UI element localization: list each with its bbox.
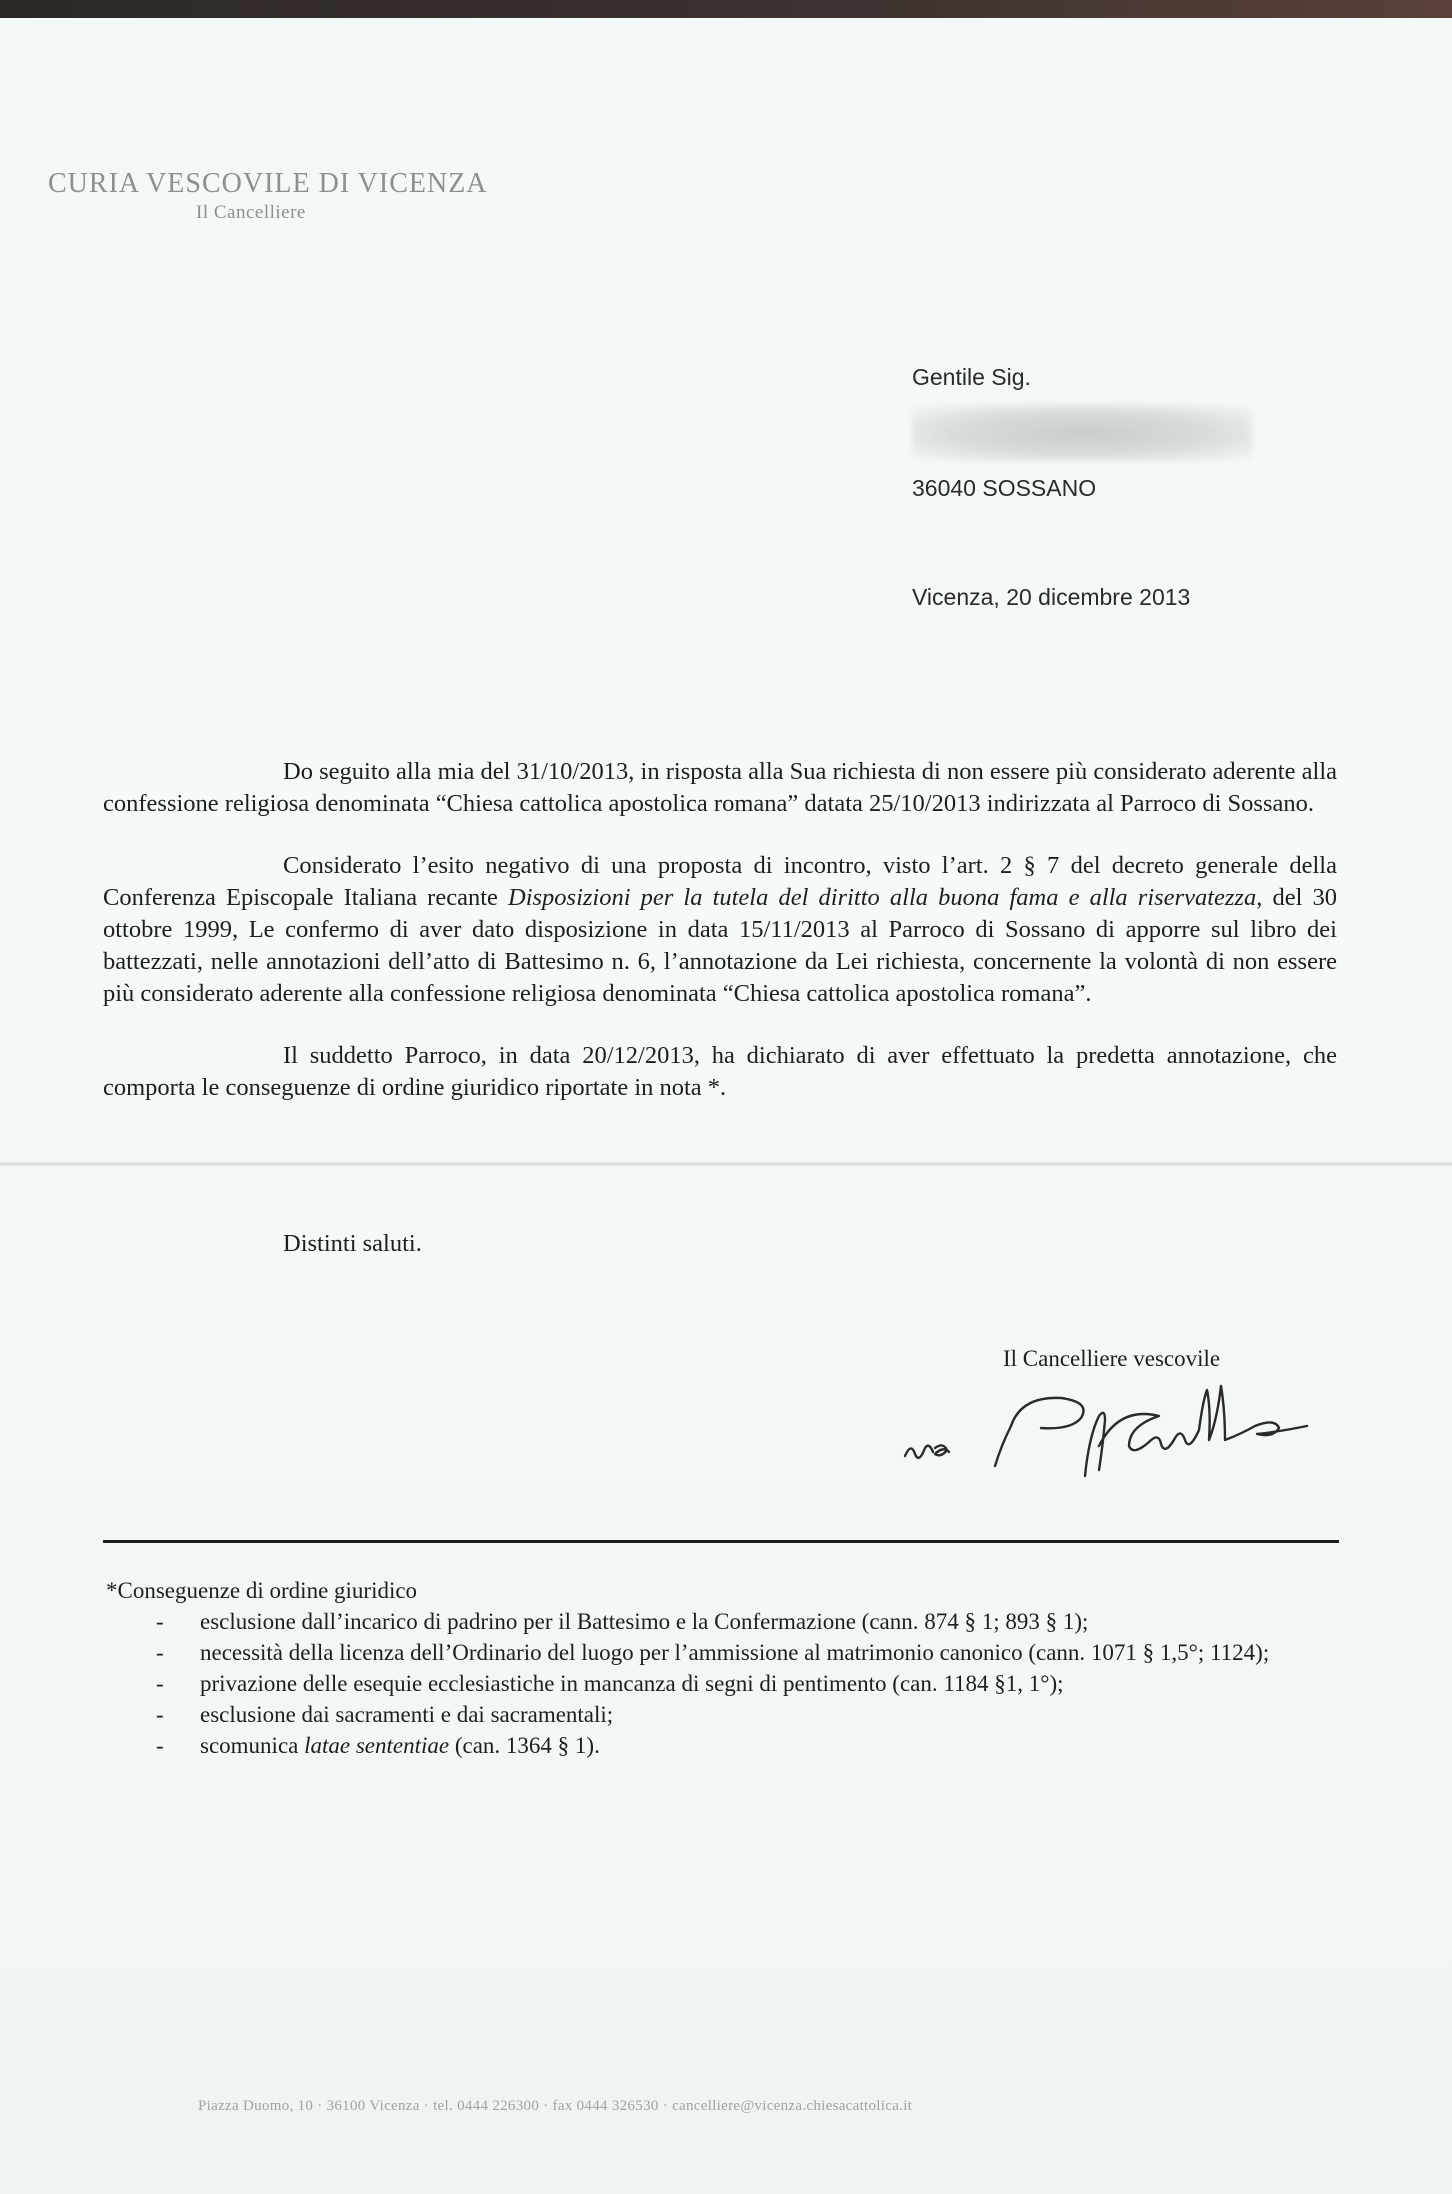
- letterhead-title: CURIA VESCOVILE DI VICENZA: [48, 168, 488, 199]
- footnote-heading: *Conseguenze di ordine giuridico: [106, 1578, 418, 1603]
- closing: Distinti saluti.: [283, 1230, 422, 1257]
- list-item: [106, 1730, 1336, 1761]
- list-item: - necessità della licenza dell’Ordinario del luogo per l’ammissione al matrimonio canonico (cann. 1071 § 1,5°; 1124);: [106, 1637, 1336, 1668]
- paragraph-2-part-a: Considerato l’esito negativo di una proposta di incontro, visto l’art. 2 § 7 del decreto generale della Conferenza Episcopale Italiana recante: [103, 852, 1337, 911]
- list-item-italic: latae sententiae: [304, 1733, 450, 1758]
- paper-fold: [0, 1161, 1452, 1167]
- list-item: - esclusione dall’incarico di padrino per il Battesimo e la Confermazione (cann. 874 § 1; 893 § 1);: [106, 1606, 1336, 1637]
- list-item-part-b: (can. 1364 § 1).: [449, 1733, 600, 1758]
- redacted-name: [912, 405, 1252, 461]
- recipient-address: [912, 364, 1252, 502]
- footnote-divider: [103, 1540, 1339, 1543]
- recipient-city: 36040 SOSSANO: [912, 475, 1097, 501]
- list-item: - esclusione dai sacramenti e dai sacramentali;: [106, 1699, 1336, 1730]
- list-item-part-a: scomunica: [200, 1733, 305, 1758]
- paragraph-2-italic-title: Disposizioni per la tutela del diritto alla buona fama e alla riservatezza: [508, 884, 1257, 911]
- paragraph-2-part-b: , del 30 ottobre 1999, Le confermo di aver dato disposizione in data 15/11/2013 al Parroco di Sossano di apporre sul libro dei battezzati, nelle annotazioni dell’atto di Battesimo n. 6, l’annotazione da Lei richiesta, concernente la volontà di non essere più considerato aderente alla confessione religiosa denominata “Chiesa cattolica apostolica romana”.: [103, 884, 1337, 1007]
- paragraph-3: Il suddetto Parroco, in data 20/12/2013, ha dichiarato di aver effettuato la predetta annotazione, che comporta le conseguenze di ordine giuridico riportate in nota *.: [103, 1042, 1337, 1101]
- letterhead: [48, 168, 488, 224]
- letter-body: [103, 756, 1337, 1134]
- handwritten-signature: [895, 1356, 1435, 1486]
- letter-page: [0, 18, 1452, 2194]
- list-item: - privazione delle esequie ecclesiastiche in mancanza di segni di pentimento (can. 1184 §1, 1°);: [106, 1668, 1336, 1699]
- signature-title: Il Cancelliere vescovile: [1003, 1346, 1221, 1371]
- letter-date: Vicenza, 20 dicembre 2013: [912, 584, 1191, 610]
- footnote-list: [106, 1606, 1336, 1761]
- paragraph-1: Do seguito alla mia del 31/10/2013, in risposta alla Sua richiesta di non essere più considerato aderente alla confessione religiosa denominata “Chiesa cattolica apostolica romana” datata 25/10/2013 indirizzata al Parroco di Sossano.: [103, 758, 1337, 817]
- letterhead-subtitle: Il Cancelliere: [196, 202, 306, 223]
- recipient-salutation: Gentile Sig.: [912, 364, 1031, 390]
- letterhead-footer: Piazza Duomo, 10 · 36100 Vicenza · tel. 0444 226300 · fax 0444 326530 · cancelliere@vicenza.chiesacattolica.it: [198, 2098, 913, 2114]
- footnotes: [106, 1575, 1336, 1761]
- paragraph-2: [103, 850, 1337, 1010]
